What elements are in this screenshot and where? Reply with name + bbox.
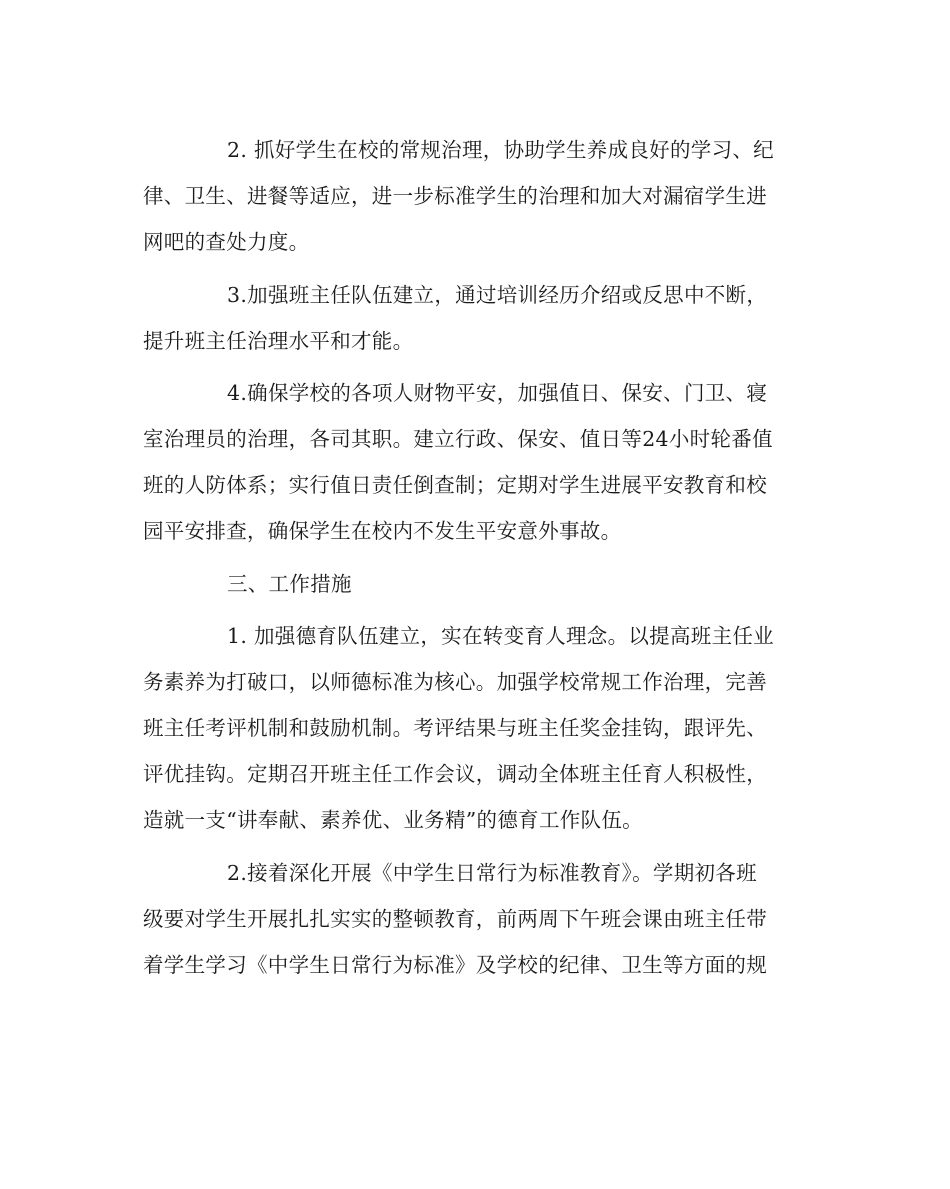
text-line: 1. 加强德育队伍建立，实在转变育人理念。以提高班主任业 <box>227 624 774 648</box>
text-line: 园平安排查，确保学生在校内不发生平安意外事故。 <box>143 519 622 543</box>
text-line: 班的人防体系；实行值日责任倒查制；定期对学生进展平安教育和校 <box>143 473 767 497</box>
text-line: 3.加强班主任队伍建立，通过培训经历介绍或反思中不断， <box>227 283 768 307</box>
text-line: 着学生学习《中学生日常行为标准》及学校的纪律、卫生等方面的规 <box>143 953 767 977</box>
section-heading: 三、工作措施 <box>227 572 352 596</box>
text-line: 2. 抓好学生在校的常规治理，协助学生养成良好的学习、纪 <box>227 138 774 162</box>
text-line: 室治理员的治理，各司其职。建立行政、保安、值日等24小时轮番值 <box>143 427 773 451</box>
text-line: 班主任考评机制和鼓励机制。考评结果与班主任奖金挂钩，跟评先、 <box>143 716 767 740</box>
text-line: 律、卫生、进餐等适应，进一步标准学生的治理和加大对漏宿学生进 <box>143 184 767 208</box>
text-line: 造就一支“讲奉献、素养优、业务精”的德育工作队伍。 <box>143 808 643 832</box>
text-line: 4.确保学校的各项人财物平安，加强值日、保安、门卫、寝 <box>227 381 768 405</box>
text-line: 网吧的查处力度。 <box>143 230 310 254</box>
text-line: 级要对学生开展扎扎实实的整顿教育，前两周下午班会课由班主任带 <box>143 907 767 931</box>
text-line: 2.接着深化开展《中学生日常行为标准教育》。学期初各班 <box>227 861 757 885</box>
text-line: 评优挂钩。定期召开班主任工作会议，调动全体班主任育人积极性， <box>143 762 767 786</box>
text-line: 提升班主任治理水平和才能。 <box>143 329 414 353</box>
text-line: 务素养为打破口，以师德标准为核心。加强学校常规工作治理，完善 <box>143 670 767 694</box>
